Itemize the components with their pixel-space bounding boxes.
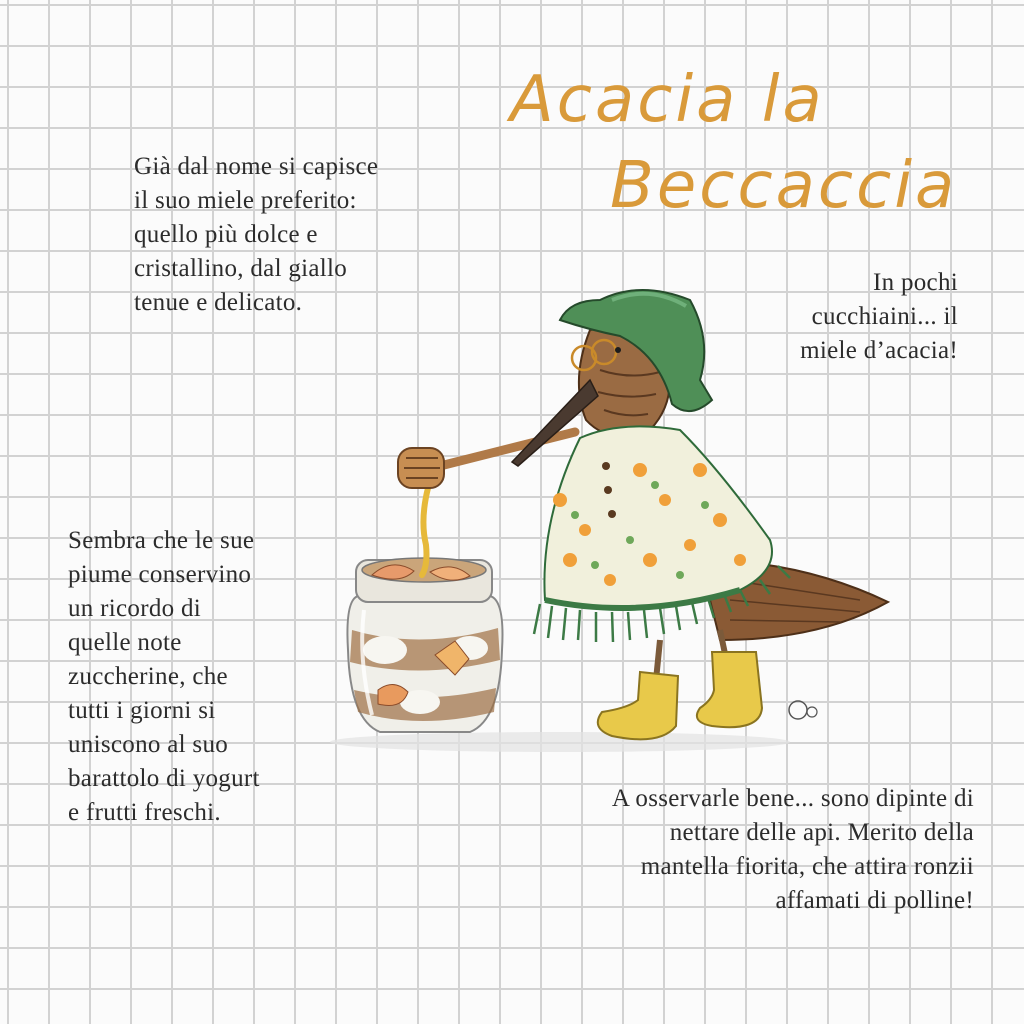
text-line: tutti i giorni si <box>68 697 216 724</box>
honey-dipper <box>398 432 575 488</box>
title-line-2: Beccaccia <box>610 149 958 223</box>
yogurt-jar <box>347 558 502 732</box>
ground-shadow <box>330 732 790 752</box>
text-line: barattolo di yogurt <box>68 765 260 792</box>
text-line: A osservarle bene... sono dipinte di <box>611 785 974 812</box>
text-line: affamati di polline! <box>775 887 974 914</box>
text-line: mantella fiorita, che attira ronzii <box>640 853 974 880</box>
text-line: Sembra che le sue <box>68 527 255 554</box>
text-line: nettare delle api. Merito della <box>669 819 974 846</box>
rain-boots <box>598 652 762 739</box>
text-line: Già dal nome si capisce <box>134 153 379 180</box>
text-line: In pochi <box>872 269 958 296</box>
text-line: cucchiaini... il <box>811 303 958 330</box>
text-line: tenue e delicato. <box>134 289 303 316</box>
text-line: piume conservino <box>68 561 252 588</box>
text-line: un ricordo di <box>68 595 202 622</box>
text-line: quello più dolce e <box>134 221 318 248</box>
text-line: zuccherine, che <box>68 663 228 690</box>
text-line: il suo miele preferito: <box>134 187 357 214</box>
title-line-1: Acacia la <box>510 63 825 137</box>
text-line: quelle note <box>68 629 182 656</box>
text-line: cristallino, dal giallo <box>134 255 348 282</box>
text-line: uniscono al suo <box>68 731 229 758</box>
text-line: miele d’acacia! <box>800 337 958 364</box>
text-line: e frutti freschi. <box>68 799 221 826</box>
signature-logo <box>789 701 817 719</box>
